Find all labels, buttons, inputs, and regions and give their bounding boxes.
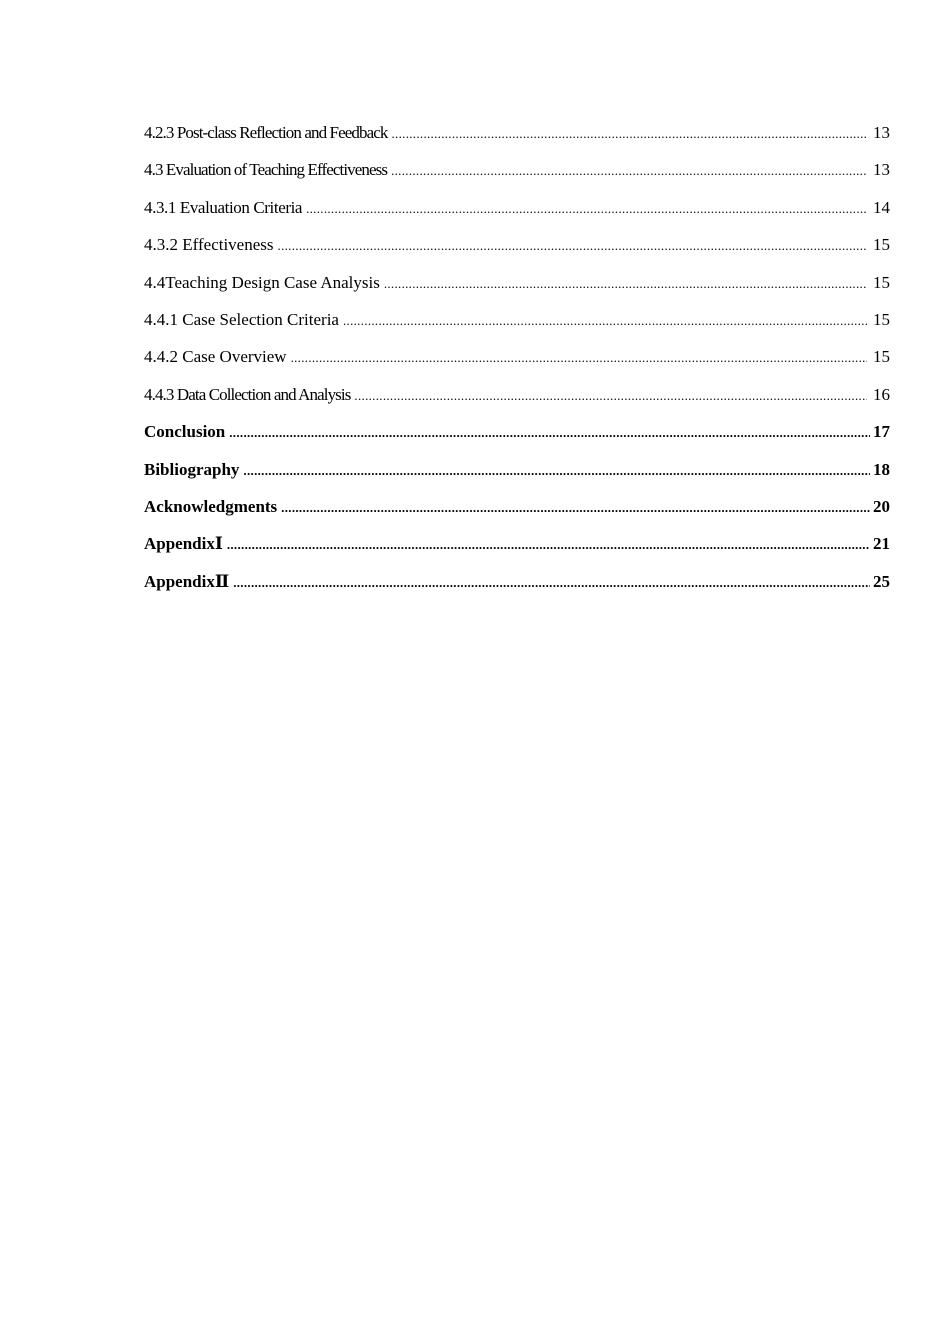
toc-entry-page-number: 15 bbox=[873, 309, 890, 329]
toc-entry-appendix-2[interactable] bbox=[144, 571, 890, 608]
toc-entry-page-number: 25 bbox=[873, 571, 890, 591]
toc-dot-leader bbox=[233, 572, 870, 594]
toc-entry-title: 4.3 Evaluation of Teaching Effectiveness bbox=[144, 160, 388, 180]
toc-entry-title: 4.2.3 Post-class Reflection and Feedback bbox=[144, 123, 388, 142]
toc-entry-page-number: 20 bbox=[873, 496, 890, 516]
toc-dot-leader bbox=[306, 198, 867, 220]
toc-entry-page-number: 13 bbox=[873, 160, 890, 180]
toc-entry-4-4-3[interactable] bbox=[144, 384, 890, 421]
toc-entry-conclusion[interactable] bbox=[144, 421, 890, 458]
toc-entry-4-4-1[interactable] bbox=[144, 309, 890, 346]
toc-entry-page-number: 15 bbox=[873, 272, 890, 292]
toc-entry-appendix-1[interactable] bbox=[144, 533, 890, 570]
toc-entry-4-3-2[interactable] bbox=[144, 234, 890, 271]
toc-entry-title: 4.4.2 Case Overview bbox=[144, 347, 287, 367]
toc-entry-page-number: 17 bbox=[873, 422, 890, 442]
toc-dot-leader bbox=[384, 273, 867, 295]
toc-dot-leader bbox=[278, 235, 867, 257]
toc-entry-title: 4.4.3 Data Collection and Analysis bbox=[144, 384, 351, 404]
toc-entry-title: 4.3.2 Effectiveness bbox=[144, 235, 274, 255]
toc-entry-page-number: 14 bbox=[873, 197, 890, 217]
toc-entry-4-3[interactable] bbox=[144, 159, 890, 196]
toc-entry-page-number: 21 bbox=[873, 534, 890, 554]
toc-entry-page-number: 16 bbox=[873, 384, 890, 404]
toc-dot-leader bbox=[391, 160, 867, 182]
toc-entry-4-4[interactable] bbox=[144, 272, 890, 309]
toc-entry-4-4-2[interactable] bbox=[144, 346, 890, 383]
toc-dot-leader bbox=[281, 497, 870, 519]
toc-entry-page-number: 15 bbox=[873, 347, 890, 367]
toc-entry-4-3-1[interactable] bbox=[144, 197, 890, 234]
toc-entry-4-2-3[interactable] bbox=[144, 122, 890, 159]
table-of-contents bbox=[144, 122, 890, 608]
toc-entry-acknowledgments[interactable] bbox=[144, 496, 890, 533]
toc-entry-title: 4.4Teaching Design Case Analysis bbox=[144, 272, 380, 292]
toc-entry-page-number: 13 bbox=[873, 123, 890, 142]
toc-entry-page-number: 18 bbox=[873, 459, 890, 479]
toc-dot-leader bbox=[343, 310, 867, 332]
toc-entry-title: 4.4.1 Case Selection Criteria bbox=[144, 309, 339, 329]
toc-entry-title: AppendixⅠ bbox=[144, 534, 223, 554]
toc-entry-page-number: 15 bbox=[873, 235, 890, 255]
toc-entry-title: Acknowledgments bbox=[144, 496, 278, 516]
toc-dot-leader bbox=[354, 385, 867, 407]
toc-dot-leader bbox=[227, 534, 870, 556]
toc-entry-title: Bibliography bbox=[144, 459, 240, 479]
toc-dot-leader bbox=[243, 460, 870, 482]
toc-entry-bibliography[interactable] bbox=[144, 459, 890, 496]
toc-dot-leader bbox=[392, 123, 868, 145]
toc-dot-leader bbox=[229, 422, 870, 444]
toc-dot-leader bbox=[291, 347, 867, 369]
toc-entry-title: 4.3.1 Evaluation Criteria bbox=[144, 197, 303, 217]
toc-entry-title: AppendixⅡ bbox=[144, 571, 230, 591]
toc-entry-title: Conclusion bbox=[144, 422, 226, 442]
